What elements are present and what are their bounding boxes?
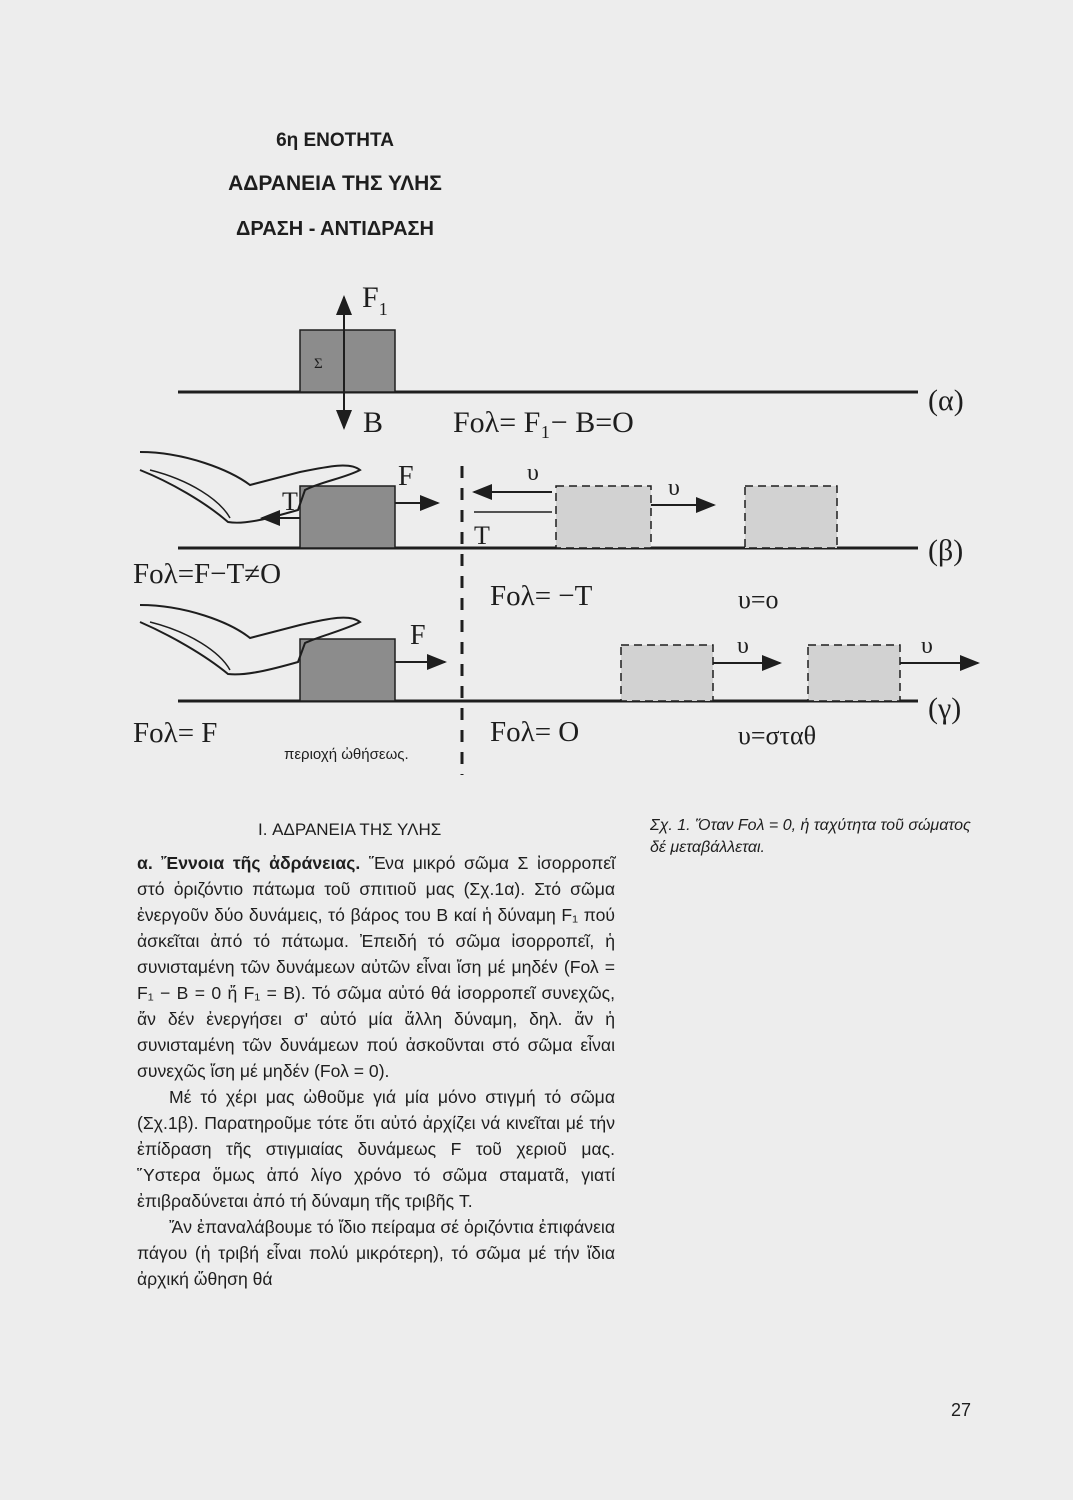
figure-part-c <box>133 605 978 750</box>
equation-c-right: υ=σταθ <box>738 721 817 750</box>
equation-b-mid: Fολ= −T <box>490 580 593 612</box>
equation-b-right: υ=ο <box>738 585 779 614</box>
label-weight: B <box>363 406 384 439</box>
chapter-subtitle: ΔΡΑΣΗ - ΑΝΤΙΔΡΑΣΗ <box>236 218 434 240</box>
label-velocity-b: υ <box>668 475 680 501</box>
block-stopped-b <box>745 486 837 548</box>
paragraph-3: Ἄν ἐπαναλάβουμε τό ἴδιο πείραμα σέ ὁριζόντια ἐπιφάνεια πάγου (ἡ τριβή εἶναι πολύ μικρότερη), τό σῶμα μέ τήν ἴδια ἀρχική ὤθηση θά <box>137 1217 615 1289</box>
label-force-b: F <box>398 461 414 492</box>
block-label: Σ <box>314 356 323 372</box>
equation-a: Fολ= F₁− B=O <box>453 406 634 439</box>
label-force-c: F <box>410 620 426 651</box>
label-velocity-c2: υ <box>921 633 933 659</box>
block-sliding-b <box>556 486 651 548</box>
part-label-b: (β) <box>928 534 964 567</box>
section-heading: I. ΑΔΡΑΝΕΙΑ ΤΗΣ ΥΛΗΣ <box>258 820 442 839</box>
paragraph-1: Ἕνα μικρό σῶμα Σ ἰσορροπεῖ στό ὁριζόντιο πάτωμα τοῦ σπιτιοῦ μας (Σχ.1α). Στό σῶμα ἐνεργοῦν δύο δυνάμεις, τό βάρος του B καί ἡ δύναμη F₁ πού ἀσκεῖται ἀπό τό πάτωμα. Ἐπειδή τό σῶμα ἰσορροπεῖ, ἡ συνισταμένη τῶν δυνάμεων αὐτῶν εἶναι ἴση μέ μηδέν (Fολ = F₁ − B = 0 ἤ F₁ = B). Τό σῶμα αὐτό θά ἰσορροπεῖ συνεχῶς, ἄν δέν ἐνεργήσει σ' αὐτό μία ἄλλη δύναμη, δηλ. ἄν ἡ συνισταμένη τῶν δυνάμεων πού ἀσκοῦνται στό σῶμα εἶναι συνεχῶς ἴση μέ μηδέν (Fολ = 0). <box>137 853 615 1081</box>
figure-caption: Σχ. 1. Ὅταν Fολ = 0, ἡ ταχύτητα τοῦ σώματος δέ μεταβάλλεται. <box>650 817 971 856</box>
label-velocity-c1: υ <box>737 633 749 659</box>
part-label-a: (α) <box>928 384 964 417</box>
paragraph-2: Μέ τό χέρι μας ὠθοῦμε γιά μία μόνο στιγμή τό σῶμα (Σχ.1β). Παρατηροῦμε τότε ὅτι αὐτό ἀρχίζει νά κινεῖται μέ τήν ἐπίδραση τῆς στιγμιαίας δυνάμεως F τοῦ χεριοῦ μας. Ὕστερα ὅμως ἀπό λίγο χρόνο τό σῶμα σταματᾶ, γιατί ἐπιβραδύνεται ἀπό τή δύναμη τῆς τριβῆς T. <box>137 1087 615 1211</box>
label-f1: $F_1$ <box>362 281 388 319</box>
equation-b-left: Fολ=F−T≠O <box>133 558 282 590</box>
subsection-heading: α. Ἔννοια τῆς ἀδράνειας. <box>137 853 361 873</box>
body-text <box>137 850 615 1292</box>
page-number: 27 <box>951 1400 972 1420</box>
chapter-title: ΑΔΡΑΝΕΙΑ ΤΗΣ ΥΛΗΣ <box>228 172 442 195</box>
equation-c-left: Fολ= F <box>133 717 218 749</box>
figure-part-a <box>178 281 964 439</box>
block-sliding-c2 <box>808 645 900 701</box>
label-velocity-mid: υ <box>527 460 539 486</box>
part-label-c: (γ) <box>928 692 962 725</box>
label-friction-mid: T <box>474 521 490 550</box>
block-pushed-c <box>300 639 395 701</box>
label-friction-b: T <box>282 487 298 516</box>
unit-heading: 6η ΕΝΟΤΗΤΑ <box>276 130 394 151</box>
block-pushed-b <box>300 486 395 548</box>
equation-c-mid: Fολ= O <box>490 716 580 748</box>
block-sliding-c1 <box>621 645 713 701</box>
push-region-label: περιοχή ὠθήσεως. <box>284 746 409 763</box>
figure-part-b <box>133 452 963 614</box>
